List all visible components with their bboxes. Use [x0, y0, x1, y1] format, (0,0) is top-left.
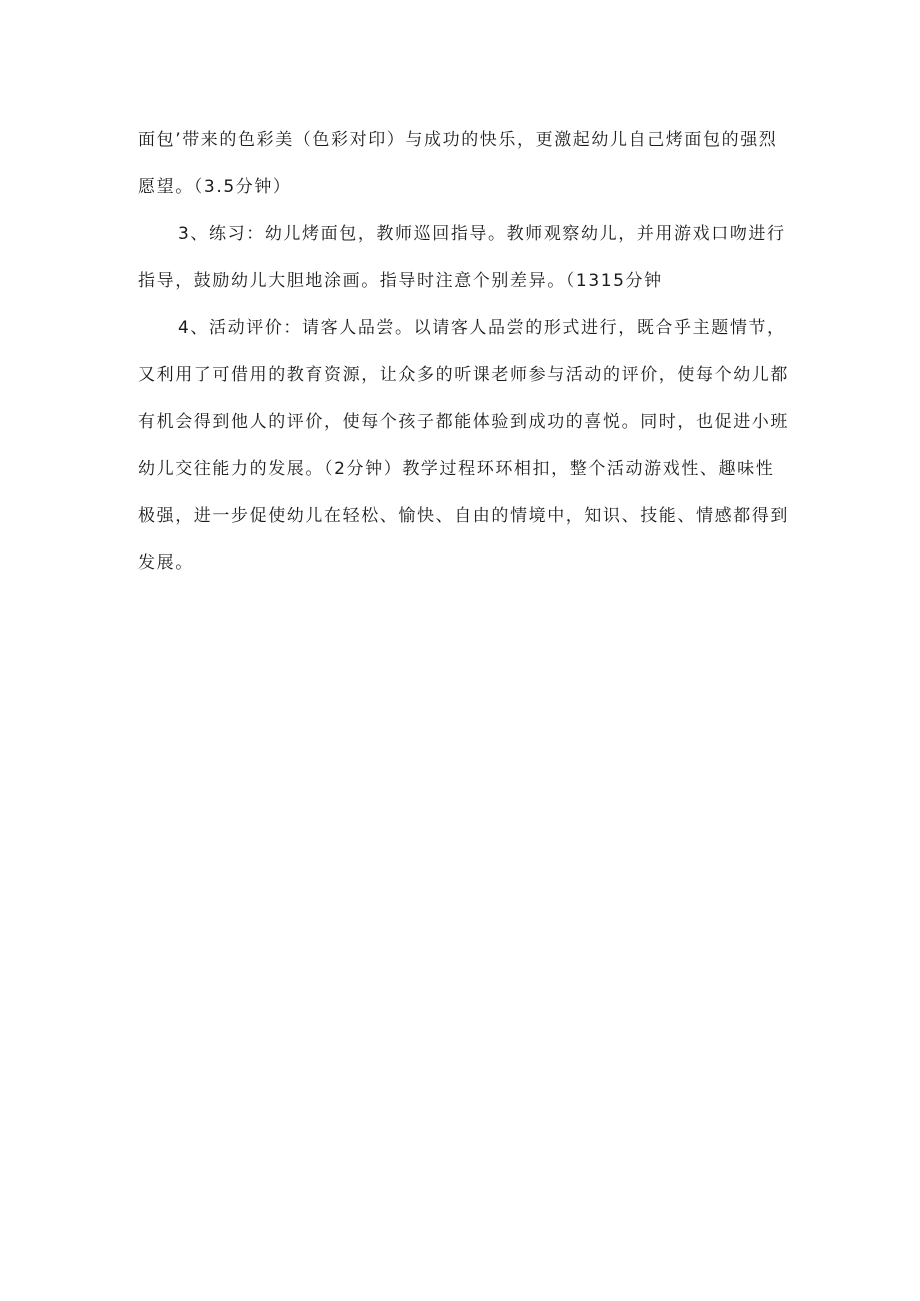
text-line: 极强，进一步促使幼儿在轻松、愉快、自由的情境中，知识、技能、情感都得到 [138, 506, 789, 526]
text-line: 面包’带来的色彩美（色彩对印）与成功的快乐，更激起幼儿自己烤面包的强烈 [138, 130, 778, 150]
text-line: 3、练习：幼儿烤面包，教师巡回指导。教师观察幼儿，并用游戏口吻进行 [178, 224, 786, 244]
text-line: 有机会得到他人的评价，使每个孩子都能体验到成功的喜悦。同时，也促进小班 [138, 412, 789, 432]
text-line: 又利用了可借用的教育资源，让众多的听课老师参与活动的评价，使每个幼儿都 [138, 365, 789, 385]
paragraph-practice [138, 222, 786, 293]
text-line: 幼儿交往能力的发展。（2分钟）教学过程环环相扣，整个活动游戏性、趣味性 [138, 459, 775, 479]
text-line: 发展。 [138, 553, 194, 573]
text-line: 愿望。（3.5分钟） [138, 177, 292, 197]
text-line: 4、活动评价：请客人品尝。以请客人品尝的形式进行，既合乎主题情节， [178, 318, 786, 338]
document-body [138, 128, 789, 575]
paragraph-evaluation [138, 316, 789, 575]
text-line: 指导，鼓励幼儿大胆地涂画。指导时注意个别差异。（1315分钟 [138, 271, 663, 291]
paragraph-continued [138, 128, 786, 199]
